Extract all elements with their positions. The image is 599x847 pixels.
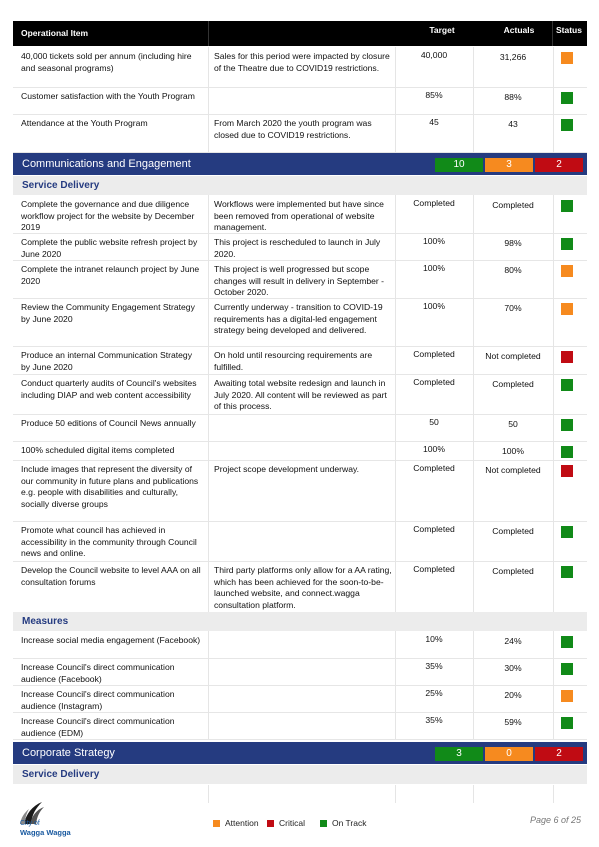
item-text: Customer satisfaction with the Youth Program [21,91,195,101]
subsection-measures [13,612,587,631]
target-value: 25% [425,688,443,698]
city-logo [18,800,88,840]
legend-on-track: On Track [332,818,367,828]
target-value: 10% [425,634,443,644]
target-value: Completed [413,198,455,208]
item-text: Produce an internal Communication Strategy by June 2020 [21,350,193,372]
status-green-indicator [561,379,573,391]
status-green-indicator [561,92,573,104]
legend-attention: Attention [225,818,259,828]
actual-value: 24% [504,636,522,646]
header-actuals: Actuals [503,25,535,35]
item-text: Complete the governance and due diligence workflow project for the website by December 2019 [21,199,195,232]
actual-value: Not completed [485,351,541,361]
item-text: Conduct quarterly audits of Council's websites including DIAP and web content accessibility [21,378,197,400]
target-value: Completed [413,564,455,574]
page-number: Page 6 of 25 [529,815,581,825]
on-track-count: 10 [435,158,483,172]
target-value: 35% [425,661,443,671]
item-text: 40,000 tickets sold per annum (including hire and seasonal programs) [21,51,192,73]
legend-attention-swatch [213,820,220,827]
actual-value: Completed [492,566,534,576]
actual-value: Not completed [485,465,541,475]
status-green-indicator [561,636,573,648]
item-text: Review the Community Engagement Strategy by June 2020 [21,302,195,324]
target-value: 50 [429,417,439,427]
item-text: Increase social media engagement (Facebook) [21,635,201,645]
status-green-indicator [561,119,573,131]
critical-count: 2 [535,158,583,172]
actual-value: Completed [492,526,534,536]
status-green-indicator [561,200,573,212]
subsection-label: Service Delivery [22,769,100,780]
comment-text: Third party platforms only allow for a AA rating, which has been achieved for the soon-to-be-launched website, and connect.wagga consultation platform. [214,565,392,610]
comment-text: Sales for this period were impacted by closure of the Theatre due to COVID19 restrictions. [214,51,390,73]
table-header [13,21,587,46]
actual-value: 20% [504,690,522,700]
status-green-indicator [561,238,573,250]
status-green-indicator [561,663,573,675]
legend-on-track-swatch [320,820,327,827]
status-green-indicator [561,566,573,578]
actual-value: 100% [502,446,524,456]
subsection-label: Measures [22,616,69,627]
status-red-indicator [561,465,573,477]
status-orange-indicator [561,52,573,64]
status-green-indicator [561,446,573,458]
section-corporate-strategy [13,742,587,764]
attention-count: 0 [485,747,533,761]
target-value: 100% [423,444,445,454]
target-value: 100% [423,301,445,311]
legend-critical-swatch [267,820,274,827]
actual-value: 30% [504,663,522,673]
status-orange-indicator [561,690,573,702]
status-red-indicator [561,351,573,363]
on-track-count: 3 [435,747,483,761]
section-communications [13,153,587,175]
actual-value: 43 [508,119,518,129]
critical-count: 2 [535,747,583,761]
actual-value: Completed [492,379,534,389]
actual-value: 98% [504,238,522,248]
header-target: Target [429,25,455,35]
actual-value: 50 [508,419,518,429]
item-text: Promote what council has achieved in accessibility in the community through Council news and online. [21,525,197,558]
item-text: Increase Council's direct communication audience (Facebook) [21,662,175,684]
actual-value: 80% [504,265,522,275]
legend-critical: Critical [279,818,305,828]
item-text: Complete the intranet relaunch project by June 2020 [21,264,200,286]
status-orange-indicator [561,265,573,277]
header-item: Operational Item [21,28,89,38]
comment-text: Workflows were implemented but have since been removed from operational of website management. [214,199,384,232]
target-value: Completed [413,377,455,387]
item-text: Increase Council's direct communication audience (EDM) [21,716,175,738]
comment-text: This project is well progressed but scope changes will result in delivery in September - October 2020. [214,264,385,297]
status-green-indicator [561,717,573,729]
target-value: 45 [429,117,439,127]
target-value: 40,000 [420,50,448,60]
actual-value: Completed [492,200,534,210]
target-value: 100% [423,263,445,273]
attention-count: 3 [485,158,533,172]
target-value: Completed [413,524,455,534]
item-text: Complete the public website refresh project by June 2020 [21,237,198,259]
item-text: 100% scheduled digital items completed [21,445,175,455]
target-value: Completed [413,349,455,359]
header-status: Status [556,25,582,35]
subsection-service-delivery [13,176,587,195]
section-title: Communications and Engagement [22,158,191,170]
target-value: 85% [425,90,443,100]
status-orange-indicator [561,303,573,315]
table-row-empty [13,785,587,803]
comment-text: This project is rescheduled to launch in July 2020. [214,237,381,259]
comment-text: On hold until resourcing requirements are fulfilled. [214,350,373,372]
subsection-label: Service Delivery [22,180,100,191]
status-green-indicator [561,526,573,538]
item-text: Produce 50 editions of Council News annually [21,418,196,428]
item-text: Attendance at the Youth Program [21,118,148,128]
section-title: Corporate Strategy [22,747,115,759]
logo-text-1: City of [20,820,40,827]
actual-value: 59% [504,717,522,727]
comment-text: From March 2020 the youth program was closed due to COVID19 restrictions. [214,118,372,140]
subsection-service-delivery [13,765,587,784]
actual-value: 70% [504,303,522,313]
target-value: Completed [413,463,455,473]
logo-text-2: Wagga Wagga [20,828,71,837]
status-green-indicator [561,419,573,431]
item-text: Increase Council's direct communication audience (Instagram) [21,689,175,711]
comment-text: Currently underway - transition to COVID-19 requirements has a digital-led engagement strategy being developed and delivered. [214,302,383,335]
target-value: 100% [423,236,445,246]
target-value: 35% [425,715,443,725]
actual-value: 88% [504,92,522,102]
item-text: Include images that represent the diversity of our community in future plans and publications e.g. people with disabilities and culturally, socially diverse groups [21,464,199,509]
actual-value: 31,266 [499,52,527,62]
comment-text: Project scope development underway. [214,464,360,474]
comment-text: Awaiting total website redesign and launch in July 2020. All content will be reviewed as part of this process. [214,378,387,411]
item-text: Develop the Council website to level AAA on all consultation forums [21,565,201,587]
